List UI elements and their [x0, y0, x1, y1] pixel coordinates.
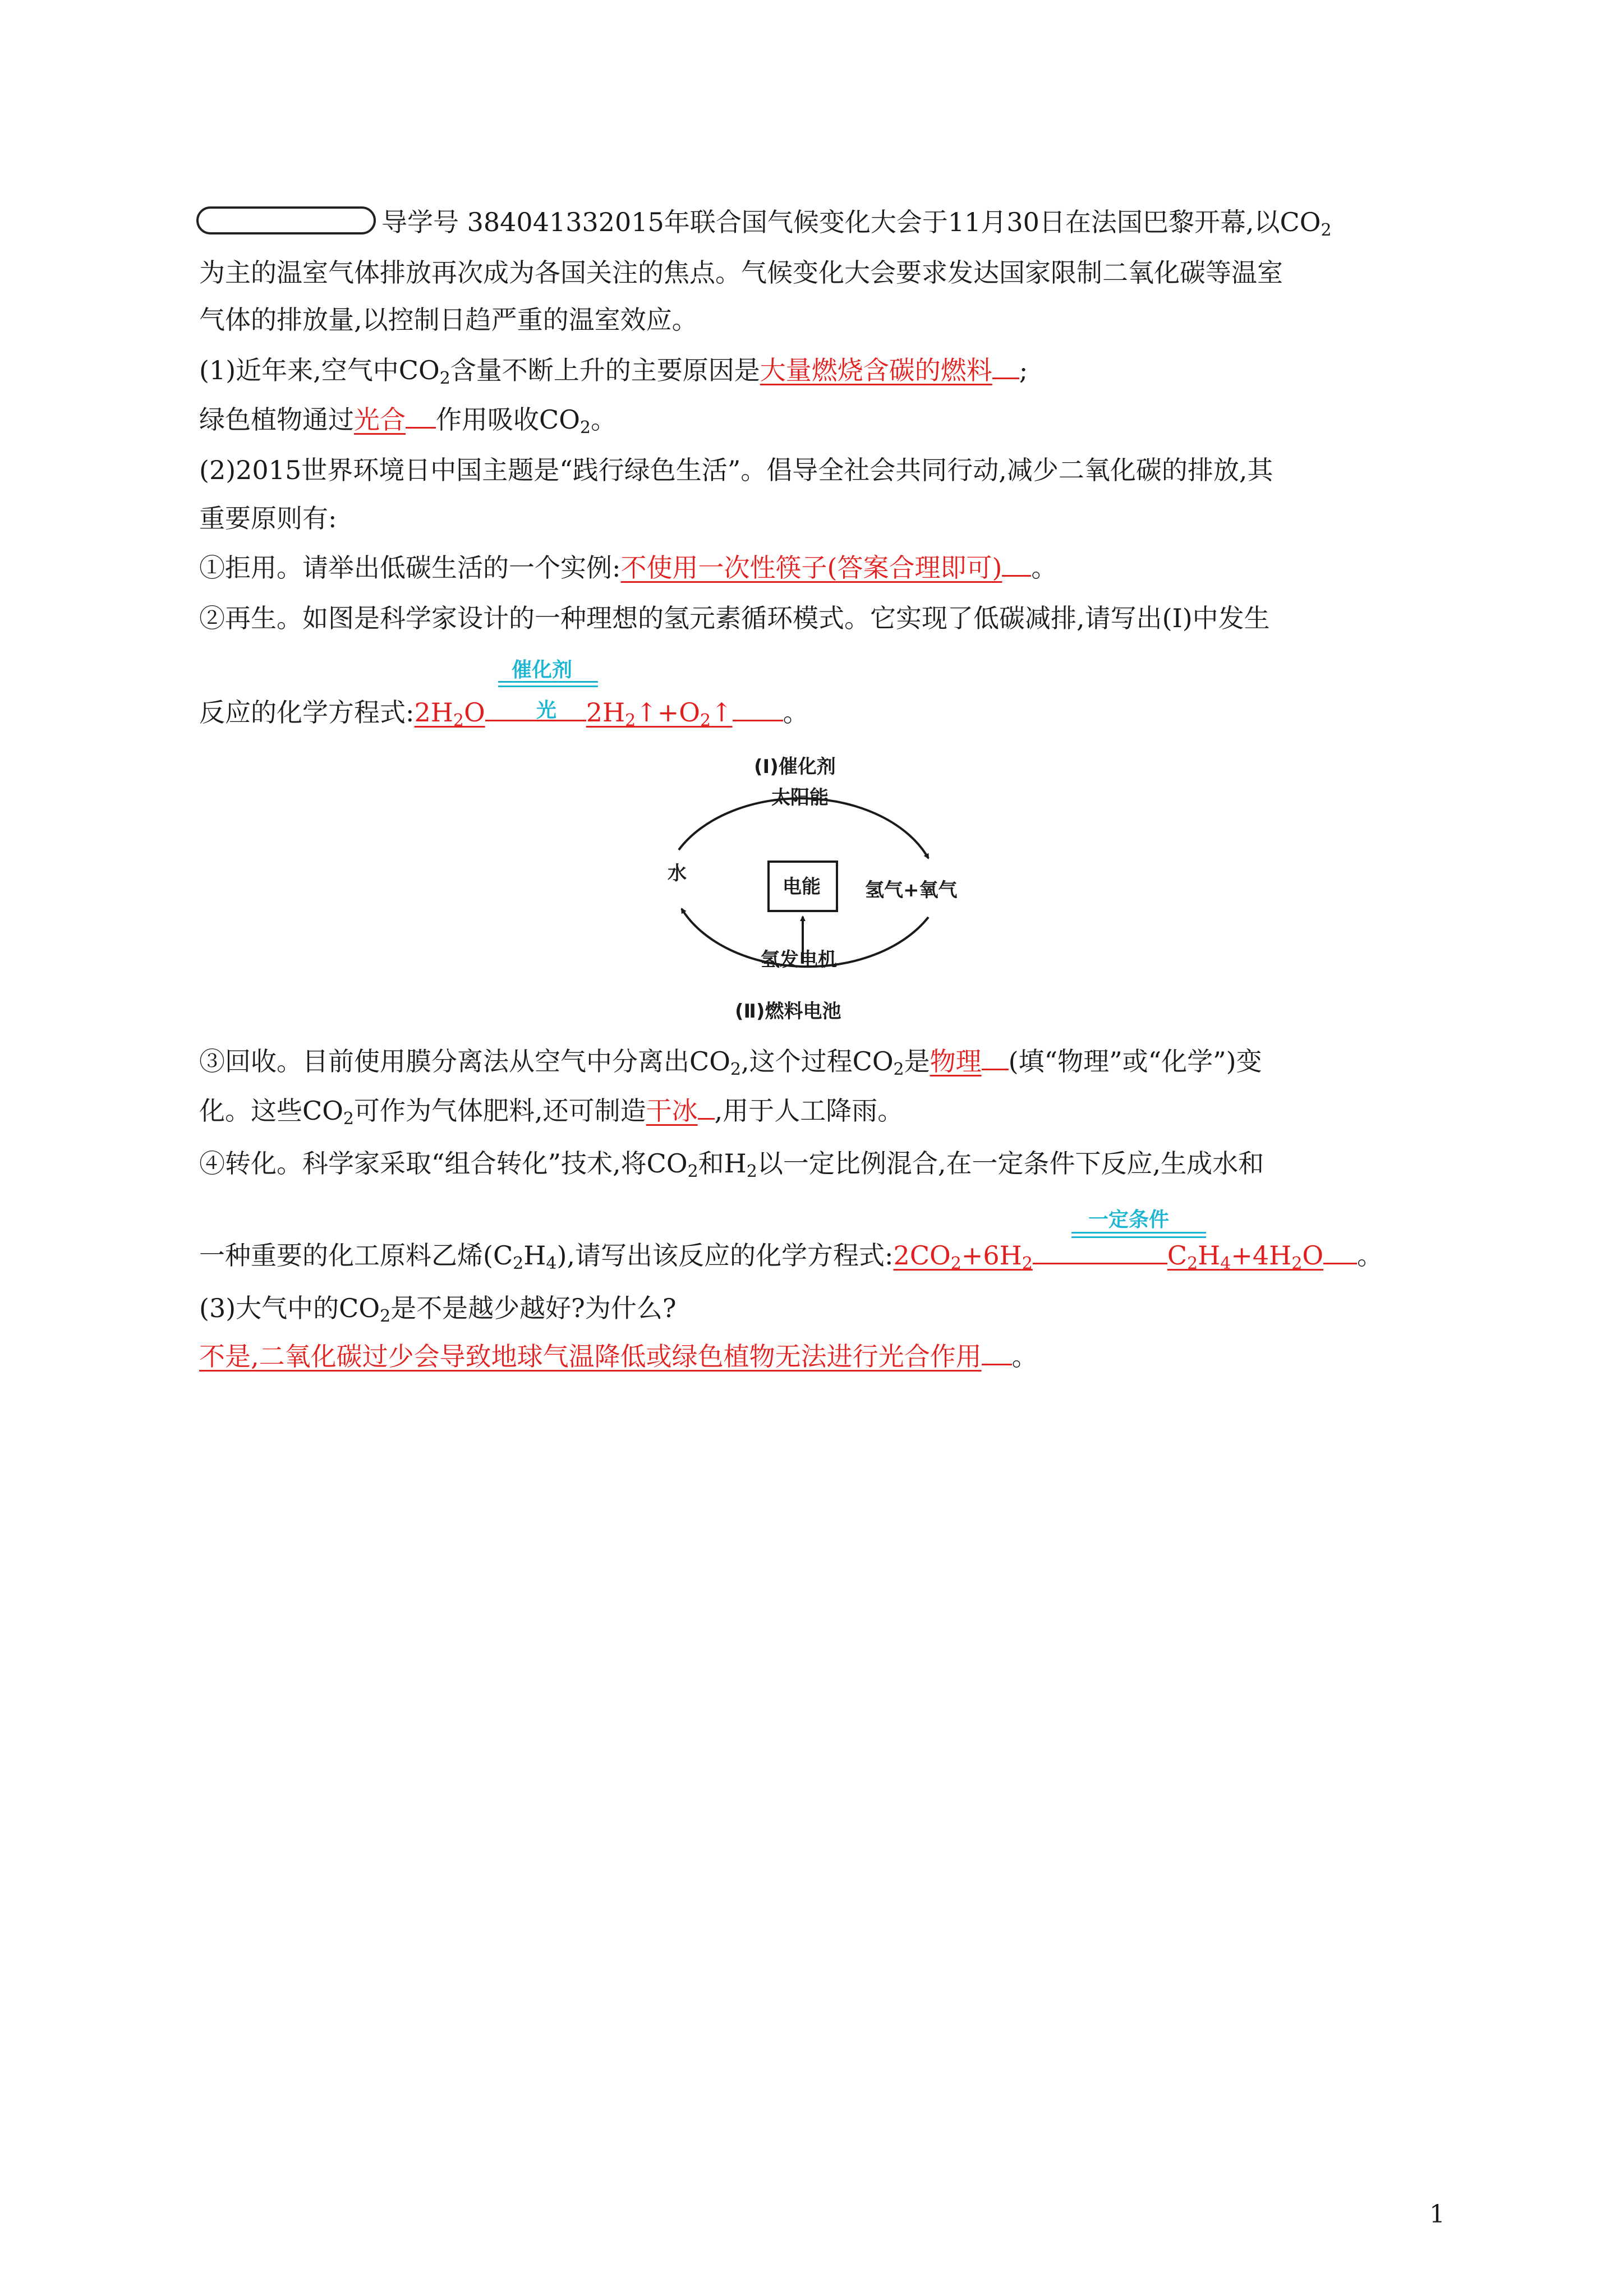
eq1-left	[415, 697, 485, 728]
eq-term: 2CO	[893, 1240, 951, 1271]
eq-term: +4H	[1231, 1240, 1292, 1271]
subscript: 4	[546, 1254, 557, 1273]
guide-number: 导学号 38404133	[381, 207, 599, 237]
q2-answer-3: 物理	[930, 1046, 982, 1076]
eq-term: C	[1167, 1240, 1188, 1271]
answer-blank	[733, 719, 783, 721]
eq1-condition-bottom: 光	[536, 699, 557, 722]
subscript: 2	[893, 1060, 904, 1079]
q2-text: 化。这些CO	[199, 1096, 343, 1126]
subscript: 2	[343, 1109, 355, 1129]
q2-sub3-line-1	[199, 1045, 1262, 1078]
q2-text: (填“物理”或“化学”)变	[1008, 1046, 1262, 1076]
q2-sub4-line-2	[199, 1239, 1383, 1272]
eq-term: ↑+O	[636, 697, 700, 728]
q2-text: ③回收。目前使用膜分离法从空气中分离出CO	[199, 1046, 730, 1076]
intro-line-3: 气体的排放量,以控制日趋严重的温室效应。	[199, 305, 698, 335]
eq2-right	[1167, 1240, 1323, 1271]
question-number-badge	[196, 206, 376, 234]
q2-text: 以一定比例混合,在一定条件下反应,生成水和	[757, 1148, 1264, 1179]
q2-text: 是	[904, 1046, 930, 1076]
subscript: 2	[513, 1254, 524, 1273]
eq1-equals-line	[498, 681, 598, 683]
q2-text: ①拒用。请举出低碳生活的一个实例:	[199, 553, 621, 583]
subscript: 2	[730, 1060, 742, 1079]
eq2-condition-top: 一定条件	[1088, 1208, 1170, 1231]
eq2-equals-line	[1071, 1232, 1206, 1234]
punct: 。	[1011, 1341, 1038, 1372]
q2-text: ),请写出该反应的化学方程式:	[556, 1240, 894, 1271]
eq1-right	[586, 697, 733, 728]
punct: ;	[1019, 355, 1028, 385]
subscript: 2	[1321, 220, 1332, 240]
answer-blank	[1002, 574, 1031, 577]
intro-text: 2015年联合国气候变化大会于11月30日在法国巴黎开幕,以CO	[598, 207, 1321, 237]
punct: 。	[1031, 553, 1057, 583]
diagram-right-label: 氢气+氧气	[865, 879, 958, 901]
q1-line-a	[199, 353, 1028, 387]
q1-text: 作用吸收CO	[436, 404, 580, 435]
answer-blank	[982, 1068, 1009, 1070]
eq1-equals-line	[498, 685, 598, 687]
page-number: 1	[1429, 2200, 1445, 2229]
eq2-arrow-gap	[1033, 1262, 1167, 1264]
subscript: 2	[1022, 1254, 1033, 1273]
answer-blank	[698, 1117, 715, 1120]
q2-text: 可作为气体肥料,还可制造	[354, 1096, 646, 1126]
q3-answer: 不是,二氧化碳过少会导致地球气温降低或绿色植物无法进行光合作用	[199, 1341, 982, 1372]
eq-term: 2H	[586, 697, 625, 728]
q3-answer-line	[199, 1340, 1038, 1373]
eq2-left	[894, 1240, 1033, 1271]
q1-line-b	[199, 403, 617, 436]
subscript: 2	[687, 1162, 698, 1181]
q2-answer-1: 不使用一次性筷子(答案合理即可)	[620, 553, 1002, 583]
q2-text: ,这个过程CO	[741, 1046, 894, 1076]
answer-blank	[992, 376, 1019, 379]
q2-equation-line	[199, 696, 809, 729]
q2-text: 和H	[698, 1148, 747, 1179]
eq-term: ↑	[711, 697, 733, 728]
punct: 。	[591, 404, 617, 435]
q2-text: H	[523, 1240, 546, 1271]
answer-blank	[406, 426, 436, 429]
q1-text: 绿色植物通过	[199, 404, 354, 435]
eq2-equals-line	[1071, 1236, 1206, 1238]
subscript: 2	[579, 418, 591, 438]
q2-text: 反应的化学方程式:	[199, 697, 415, 728]
subscript: 2	[625, 711, 636, 730]
subscript: 2	[439, 369, 450, 388]
eq1-arrow-gap	[485, 719, 586, 721]
subscript: 2	[453, 711, 464, 730]
intro-line-2: 为主的温室气体排放再次成为各国关注的焦点。气候变化大会要求发达国家限制二氧化碳等温室	[199, 257, 1283, 288]
q3-question	[199, 1291, 677, 1325]
q3-text: 是不是越少越好?为什么?	[390, 1293, 677, 1323]
q2-sub3-line-2	[199, 1094, 903, 1128]
q2-sub2-line: ②再生。如图是科学家设计的一种理想的氢元素循环模式。它实现了低碳减排,请写出(Ⅰ)中发生	[199, 603, 1270, 633]
q1-text: (1)近年来,空气中CO	[199, 355, 440, 385]
eq-term: 2H	[414, 697, 453, 728]
q2-sub4-line-1	[199, 1147, 1264, 1180]
q1-text: 含量不断上升的主要原因是	[450, 355, 760, 385]
diagram-center-label: 电能	[783, 876, 821, 898]
subscript: 2	[950, 1254, 961, 1273]
diagram-bottom-label: (Ⅱ)燃料电池	[735, 1000, 841, 1023]
punct: 。	[1357, 1240, 1383, 1271]
q1-answer-1: 大量燃烧含碳的燃料	[760, 355, 992, 385]
subscript: 4	[1220, 1254, 1231, 1273]
eq-term: O	[1302, 1240, 1324, 1271]
q2-answer-4: 干冰	[646, 1096, 698, 1126]
subscript: 2	[1291, 1254, 1303, 1273]
diagram-left-label: 水	[668, 862, 687, 885]
q2-text: ④转化。科学家采取“组合转化”技术,将CO	[199, 1148, 688, 1179]
eq1-condition-top: 催化剂	[512, 659, 573, 682]
q2-line-1: (2)2015世界环境日中国主题是“践行绿色生活”。倡导全社会共同行动,减少二氧化碳的排放,其	[199, 455, 1273, 485]
eq-term: +6H	[961, 1240, 1022, 1271]
subscript: 2	[380, 1306, 391, 1326]
diagram-bottom-sub: 氢发电机	[761, 949, 837, 971]
eq-term: H	[1198, 1240, 1221, 1271]
diagram-top-label: (Ⅰ)催化剂	[754, 756, 836, 778]
hydrogen-cycle-diagram	[656, 752, 982, 1027]
q2-text: ,用于人工降雨。	[714, 1096, 904, 1126]
q2-text: 一种重要的化工原料乙烯(C	[199, 1240, 513, 1271]
q3-text: (3)大气中的CO	[199, 1293, 380, 1323]
q2-sub1	[199, 551, 1057, 585]
answer-blank	[982, 1363, 1012, 1365]
q2-line-2: 重要原则有:	[199, 503, 337, 533]
eq-term: O	[463, 697, 485, 728]
answer-blank	[1323, 1262, 1357, 1264]
subscript: 2	[700, 711, 711, 730]
q1-answer-2: 光合	[354, 404, 406, 435]
diagram-top-sub: 太阳能	[771, 786, 829, 809]
punct: 。	[783, 697, 809, 728]
subscript: 2	[1187, 1254, 1198, 1273]
intro-line-1	[381, 205, 1332, 239]
subscript: 2	[746, 1162, 757, 1181]
